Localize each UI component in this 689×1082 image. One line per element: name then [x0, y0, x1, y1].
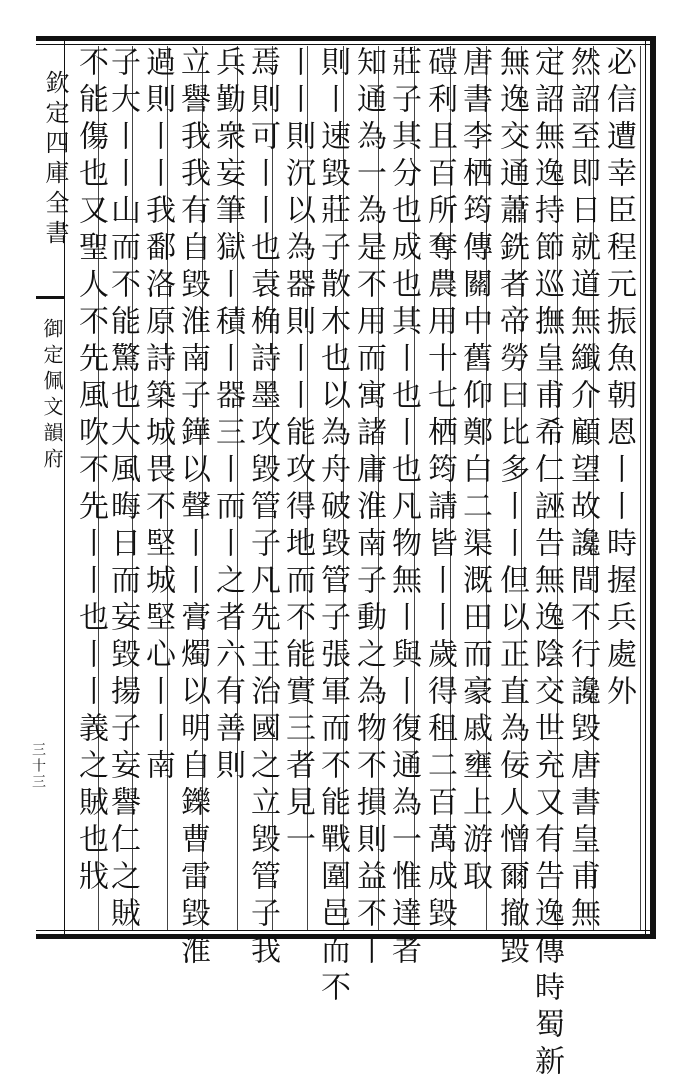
- text-column-13: 立譽我我有自毀淮南子鏵以聲丨丨膏燭以明自鑠曹雷毀淮: [175, 46, 210, 971]
- margin-book-title: 欽定四庫全書: [41, 70, 69, 250]
- text-column-11: 焉則可丨丨也袁桷詩墨攻毀管子凡先王治國之立毀管子我: [245, 46, 280, 971]
- column-rule: [640, 46, 641, 930]
- text-column-8: 知通為一為是不用而寓諸庸淮南子動之為物不損則益不丨: [351, 46, 386, 971]
- frame-right-thick: [650, 36, 656, 939]
- text-column-16: 不能傷也又聖人不先風吹不先丨丨也丨丨義之賊也戕: [73, 46, 108, 897]
- text-column-4: 無逸交通蕭銑者帝勞曰比多丨丨但以正直為佞人憎爾撤毀: [494, 46, 529, 971]
- text-column-1: 必信遭幸臣程元振魚朝恩丨丨時握兵處外: [601, 46, 636, 712]
- frame-right-thin: [645, 36, 646, 939]
- text-column-12: 兵勤衆妄筆獄丨積丨器三丨而丨之者六有善則: [210, 46, 245, 786]
- margin-divider: [36, 296, 65, 299]
- text-column-9: 則丨速毀莊子散木也以為舟破毀管子張軍而不能戰圍邑而不: [315, 46, 350, 1008]
- text-column-2: 然詔至即日就道無纖介顧望故讒間不行讒毀唐書皇甫無: [565, 46, 600, 934]
- text-column-10: 丨丨則沉以為器則丨丨能攻得地而不能實三者見一: [280, 46, 315, 860]
- text-column-6: 磑利且百所奪農用十七栖筠請皆丨丨歲得租二百萬成毀: [422, 46, 457, 934]
- frame-top-thin: [36, 44, 656, 45]
- margin-section-title: 御定佩文韻府: [40, 318, 64, 474]
- text-column-3: 定詔無逸持節巡撫皇甫希仁誣告無逸陰交世充又有告逸傳時蜀新: [529, 46, 564, 1082]
- text-column-15: 子大丨丨山而不能驚也大風晦日而妄毀揚子妄譽仁之賊: [105, 46, 140, 934]
- page-number: 三十三: [30, 742, 46, 790]
- text-column-5: 唐書李栖筠傳關中舊仰鄭白二渠溉田而豪戚壅上游取: [457, 46, 492, 897]
- text-column-14: 過則丨丨我鄱洛原詩築城畏不堅城堅心丨丨南: [140, 46, 175, 786]
- text-column-7: 莊子其分也成也其丨也丨也凡物無丨與丨復通為一惟達者: [386, 46, 421, 971]
- frame-top-thick: [36, 36, 656, 41]
